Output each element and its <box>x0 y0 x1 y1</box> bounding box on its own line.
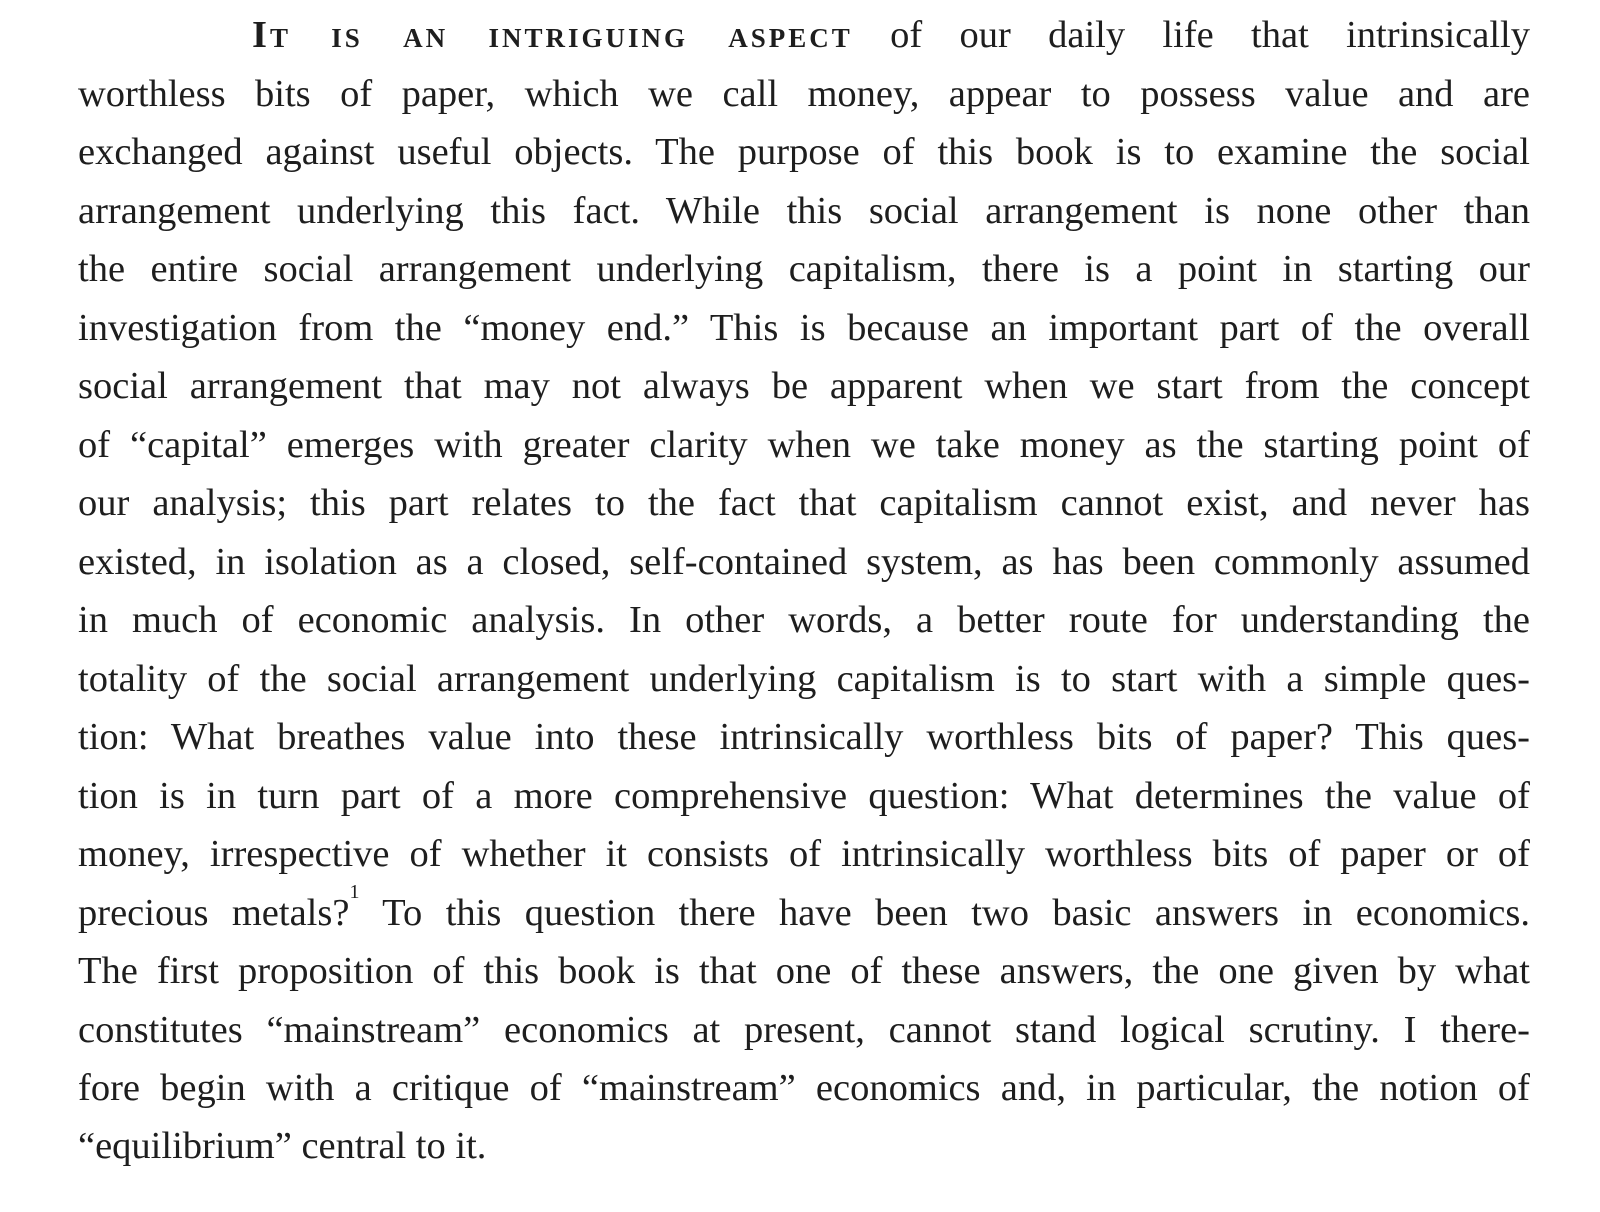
paragraph-line-5: the entire social arrangement underlying capitalism, there is a point in starting our <box>78 248 1530 290</box>
paragraph-line-9: our analysis; this part relates to the fact that capitalism cannot exist, and never has <box>78 482 1530 524</box>
paragraph-line-1 <box>252 6 1530 64</box>
paragraph-line-3: exchanged against useful objects. The purpose of this book is to examine the social <box>78 131 1530 173</box>
paragraph-line-17: The first proposition of this book is that one of these answers, the one given by what <box>78 950 1530 992</box>
footnote-marker[interactable]: 1 <box>349 881 360 903</box>
paragraph-line-7: social arrangement that may not always be apparent when we start from the concept <box>78 365 1530 407</box>
paragraph-line-15: money, irrespective of whether it consists of intrinsically worthless bits of paper or of <box>78 833 1530 875</box>
paragraph-line-2: worthless bits of paper, which we call money, appear to possess value and are <box>78 73 1530 115</box>
paragraph-line-14: tion is in turn part of a more comprehensive question: What determines the value of <box>78 775 1530 817</box>
line-1-text: of our daily life that intrinsically <box>852 14 1530 56</box>
lead-in-small-caps: It is an intriguing aspect <box>252 14 853 56</box>
paragraph-line-20: “equilibrium” central to it. <box>78 1125 487 1167</box>
paragraph-line-10: existed, in isolation as a closed, self-contained system, as has been commonly assumed <box>78 541 1530 583</box>
paragraph-line-6: investigation from the “money end.” This is because an important part of the overall <box>78 307 1530 349</box>
paragraph-line-19: fore begin with a critique of “mainstream” economics and, in particular, the notion of <box>78 1067 1530 1109</box>
line-16-text-b: To this question there have been two basic answers in economics. <box>359 892 1531 934</box>
paragraph-line-11: in much of economic analysis. In other words, a better route for understanding the <box>78 599 1530 641</box>
paragraph-line-16 <box>78 881 1531 942</box>
paragraph-line-8: of “capital” emerges with greater clarity when we take money as the starting point of <box>78 424 1530 466</box>
paragraph-line-12: totality of the social arrangement underlying capitalism is to start with a simple ques- <box>78 658 1530 700</box>
line-16-text-a: precious metals? <box>78 892 350 934</box>
paragraph-line-13: tion: What breathes value into these intrinsically worthless bits of paper? This ques- <box>78 716 1530 758</box>
paragraph-line-4: arrangement underlying this fact. While this social arrangement is none other than <box>78 190 1530 232</box>
paragraph-line-18: constitutes “mainstream” economics at present, cannot stand logical scrutiny. I there- <box>78 1009 1530 1051</box>
